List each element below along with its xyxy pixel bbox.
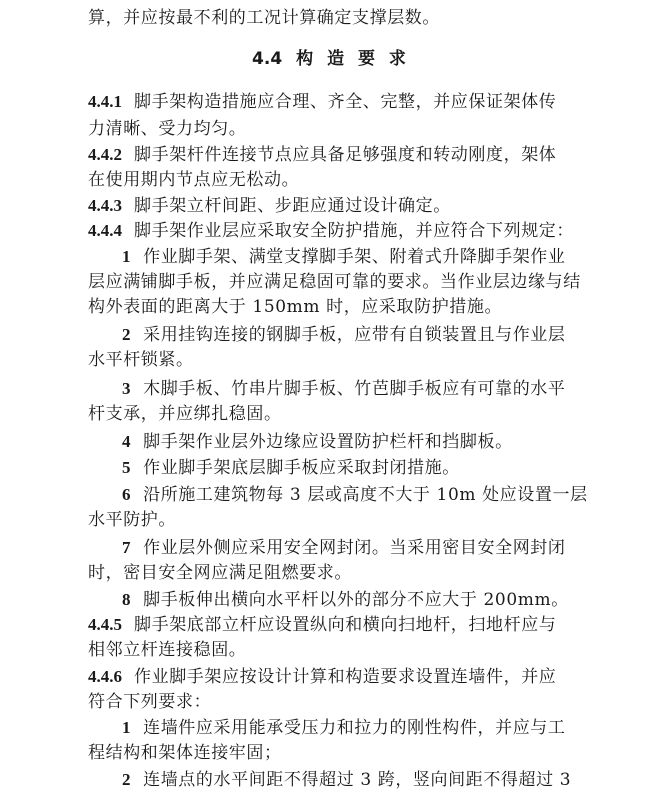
clause-text: 脚手架作业层应采取安全防护措施，并应符合下列规定： xyxy=(134,221,574,241)
clause-number: 4.4.1 xyxy=(88,92,122,111)
list-item-1 xyxy=(122,245,566,269)
list-item-6-cont: 水平防护。 xyxy=(88,510,176,530)
item-number: 2 xyxy=(122,325,132,344)
clause-4-4-2 xyxy=(88,143,556,167)
item-text: 采用挂钩连接的钢脚手板，应带有自锁装置且与作业层 xyxy=(143,325,566,345)
item-number: 1 xyxy=(122,718,132,737)
item-number: 5 xyxy=(122,458,132,477)
item-number: 7 xyxy=(122,538,132,557)
clause-text: 脚手架立杆间距、步距应通过设计确定。 xyxy=(134,196,451,216)
item-text: 连墙点的水平间距不得超过 3 跨，竖向间距不得超过 3 xyxy=(143,770,572,790)
list-item-7-cont: 时，密目安全网应满足阻燃要求。 xyxy=(88,563,352,583)
item-number: 3 xyxy=(122,379,132,398)
clause-number: 4.4.5 xyxy=(88,615,122,634)
list-item-3 xyxy=(122,377,566,401)
clause-4-4-6-cont: 符合下列要求： xyxy=(88,692,212,712)
item-text: 脚手板伸出横向水平杆以外的部分不应大于 200mm。 xyxy=(143,590,569,610)
list-item-2-cont: 水平杆锁紧。 xyxy=(88,350,194,370)
item-number: 1 xyxy=(122,247,132,266)
clause-number: 4.4.2 xyxy=(88,145,122,164)
section-heading xyxy=(0,47,662,71)
item-text: 脚手架作业层外边缘应设置防护栏杆和挡脚板。 xyxy=(143,432,513,452)
clause-text: 脚手架底部立杆应设置纵向和横向扫地杆，扫地杆应与 xyxy=(134,615,557,635)
clause-4-4-3 xyxy=(88,194,451,218)
clause-4-4-2-cont: 在使用期内节点应无松动。 xyxy=(88,170,300,190)
clause-4-4-4 xyxy=(88,219,574,243)
item-text: 作业脚手架底层脚手板应采取封闭措施。 xyxy=(143,458,460,478)
list-item-8 xyxy=(122,588,569,612)
list-item-7 xyxy=(122,536,566,560)
clause-text: 脚手架杆件连接节点应具备足够强度和转动刚度，架体 xyxy=(134,145,557,165)
list-item-4 xyxy=(122,430,513,454)
list-item-2 xyxy=(122,323,566,347)
clause-4-4-5-cont: 相邻立杆连接稳固。 xyxy=(88,640,247,660)
item-text: 沿所施工建筑物每 3 层或高度不大于 10m 处应设置一层 xyxy=(143,485,588,505)
item-text: 作业脚手架、满堂支撑脚手架、附着式升降脚手架作业 xyxy=(143,247,566,267)
item-text: 连墙件应采用能承受压力和拉力的刚性构件，并应与工 xyxy=(143,718,566,738)
list-item-1-cont: 层应满铺脚手板，并应满足稳固可靠的要求。当作业层边缘与结 xyxy=(88,272,581,292)
list-item-446-1-cont: 程结构和架体连接牢固； xyxy=(88,743,282,763)
list-item-1-cont: 构外表面的距离大于 150mm 时，应采取防护措施。 xyxy=(88,297,503,317)
item-text: 作业层外侧应采用安全网封闭。当采用密目安全网封闭 xyxy=(143,538,566,558)
clause-4-4-1 xyxy=(88,90,556,114)
list-item-3-cont: 杆支承，并应绑扎稳固。 xyxy=(88,404,282,424)
item-number: 4 xyxy=(122,432,132,451)
list-item-6 xyxy=(122,483,588,507)
clause-4-4-1-cont: 力清晰、受力均匀。 xyxy=(88,119,247,139)
list-item-446-1 xyxy=(122,716,566,740)
item-number: 6 xyxy=(122,485,132,504)
clause-4-4-5 xyxy=(88,613,556,637)
section-title: 构 造 要 求 xyxy=(296,49,410,69)
list-item-5 xyxy=(122,456,460,480)
section-number: 4.4 xyxy=(252,49,283,69)
clause-number: 4.4.3 xyxy=(88,196,122,215)
clause-text: 作业脚手架应按设计计算和构造要求设置连墙件，并应 xyxy=(134,667,557,687)
clause-4-4-6 xyxy=(88,665,556,689)
list-item-446-2 xyxy=(122,768,571,792)
clause-number: 4.4.4 xyxy=(88,221,122,240)
item-text: 木脚手板、竹串片脚手板、竹芭脚手板应有可靠的水平 xyxy=(143,379,566,399)
clause-text: 脚手架构造措施应合理、齐全、完整，并应保证架体传 xyxy=(134,92,557,112)
item-number: 2 xyxy=(122,770,132,789)
clause-number: 4.4.6 xyxy=(88,667,122,686)
continuation-line: 算，并应按最不利的工况计算确定支撑层数。 xyxy=(88,8,440,28)
item-number: 8 xyxy=(122,590,132,609)
